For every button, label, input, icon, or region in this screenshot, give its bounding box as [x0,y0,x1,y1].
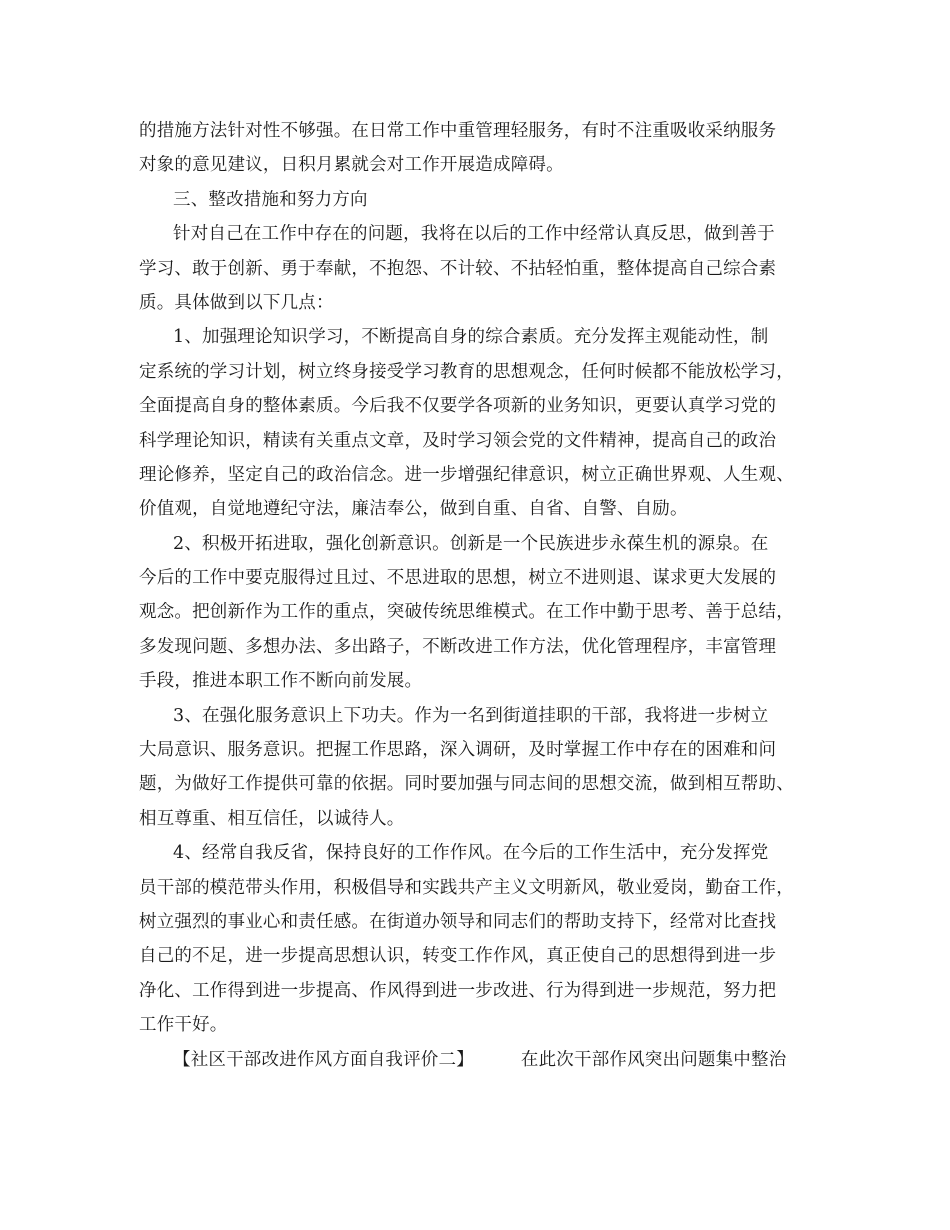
paragraph-line: 观念。把创新作为工作的重点，突破传统思维模式。在工作中勤于思考、善于总结， [139,602,794,623]
paragraph-line: 2、积极开拓进取，强化创新意识。创新是一个民族进步永葆生机的源泉。在 [173,533,769,554]
paragraph-line: 价值观，自觉地遵纪守法，廉洁奉公，做到自重、自省、自警、自励。 [139,499,688,520]
paragraph-line: 定系统的学习计划，树立终身接受学习教育的思想观念，任何时候都不能放松学习， [139,361,794,382]
paragraph-line: 员干部的模范带头作用，积极倡导和实践共产主义文明新风，敬业爱岗，勤奋工作， [139,877,794,898]
paragraph-line: 多发现问题、多想办法、多出路子，不断改进工作方法，优化管理程序，丰富管理 [139,636,777,657]
paragraph-line: 学习、敢于创新、勇于奉献，不抱怨、不计较、不拈轻怕重，整体提高自己综合素 [139,258,777,279]
paragraph-line: 相互尊重、相互信任，以诚待人。 [139,808,405,829]
section-heading: 三、整改措施和努力方向 [173,189,368,210]
paragraph-line: 自己的不足，进一步提高思想认识，转变工作作风，真正使自己的思想得到进一步 [139,946,777,967]
paragraph-line: 净化、工作得到进一步提高、作风得到进一步改进、行为得到进一步规范，努力把 [139,980,777,1001]
section-title-row [139,1043,819,1077]
paragraph-line: 全面提高自身的整体素质。今后我不仅要学各项新的业务知识，更要认真学习党的 [139,396,777,417]
document-body [139,114,819,1077]
paragraph-line: 4、经常自我反省，保持良好的工作作风。在今后的工作生活中，充分发挥党 [173,843,769,864]
paragraph-line: 大局意识、服务意识。把握工作思路，深入调研，及时掌握工作中存在的困难和问 [139,740,777,761]
paragraph-line: 树立强烈的事业心和责任感。在街道办领导和同志们的帮助支持下，经常对比查找 [139,911,777,932]
paragraph-line: 的措施方法针对性不够强。在日常工作中重管理轻服务，有时不注重吸收采纳服务 [139,121,777,141]
paragraph-line: 针对自己在工作中存在的问题，我将在以后的工作中经常认真反思，做到善于 [173,224,775,245]
paragraph-line: 手段，推进本职工作不断向前发展。 [139,671,423,692]
section-continuation: 在此次干部作风突出问题集中整治 [520,1049,787,1070]
paragraph-line: 质。具体做到以下几点： [139,292,334,313]
paragraph-line: 1、加强理论知识学习，不断提高自身的综合素质。充分发挥主观能动性，制 [173,327,769,348]
paragraph-line: 对象的意见建议，日积月累就会对工作开展造成障碍。 [139,155,564,176]
paragraph-line: 工作干好。 [139,1015,228,1036]
paragraph-line: 3、在强化服务意识上下功夫。作为一名到街道挂职的干部，我将进一步树立 [173,705,769,726]
paragraph-line: 科学理论知识，精读有关重点文章，及时学习领会党的文件精神，提高自己的政治 [139,430,777,451]
paragraph-line: 题，为做好工作提供可靠的依据。同时要加强与同志间的思想交流，做到相互帮助、 [139,774,794,795]
section-title: 【社区干部改进作风方面自我评价二】 [173,1049,474,1070]
paragraph-line: 今后的工作中要克服得过且过、不思进取的思想，树立不进则退、谋求更大发展的 [139,568,777,589]
paragraph-line: 理论修养，坚定自己的政治信念。进一步增强纪律意识，树立正确世界观、人生观、 [139,464,794,485]
